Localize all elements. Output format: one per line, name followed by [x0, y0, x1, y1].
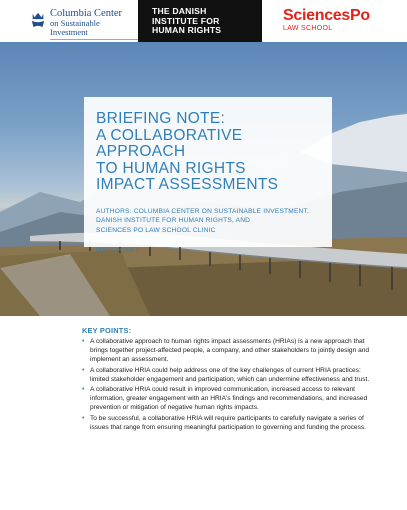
cover-photo [0, 42, 407, 316]
authors [96, 207, 332, 236]
bullet-icon: • [82, 366, 85, 374]
key-points-list [82, 337, 372, 432]
columbia-crown-icon [30, 10, 46, 30]
key-point-text: A collaborative HRIA could result in improved communication, increased access to relevant information, greater engagement with an HRIA's findings and recommendations, and increased prevention or mitigation of negative human rights impacts. [90, 386, 368, 412]
authors-line: SCIENCES PO LAW SCHOOL CLINIC [96, 226, 216, 234]
title-line: A COLLABORATIVE APPROACH [96, 126, 243, 160]
authors-line: DANISH INSTITUTE FOR HUMAN RIGHTS, AND [96, 217, 251, 225]
columbia-name: Columbia Center [50, 8, 123, 19]
key-point-item [82, 385, 372, 413]
key-point-item [82, 366, 372, 384]
key-point-item [82, 414, 372, 432]
bullet-icon: • [82, 386, 85, 394]
key-points-section [82, 326, 372, 433]
sciencespo-name: SciencesPo [283, 7, 370, 24]
key-point-item [82, 337, 372, 365]
columbia-center-logo [0, 0, 138, 42]
title-line: IMPACT ASSESSMENTS [96, 176, 279, 193]
key-points-heading: KEY POINTS: [82, 326, 132, 335]
columbia-subname: on Sustainable Investment [50, 18, 100, 37]
bullet-icon: • [82, 414, 85, 422]
logo-band [0, 0, 407, 42]
dihr-line: THE DANISH [152, 6, 207, 16]
key-point-text: A collaborative approach to human rights impact assessments (HRIAs) is a new approach that brings together project-affected people, a company, and other stakeholders to jointly design and implement an assessment. [90, 338, 370, 364]
title-card [84, 97, 332, 255]
dihr-line: INSTITUTE FOR [152, 15, 220, 26]
sciencespo-logo [262, 0, 407, 42]
dihr-line: HUMAN RIGHTS [152, 25, 222, 35]
title-line: TO HUMAN RIGHTS [96, 159, 246, 177]
danish-institute-logo [138, 0, 262, 42]
authors-line: AUTHORS: COLUMBIA CENTER ON SUSTAINABLE INVESTMENT, [96, 207, 310, 215]
key-point-text: A collaborative HRIA could help address one of the key challenges of current HRIA practices: limited stakeholder engagement and participation, which can undermine effectiveness and trust. [90, 366, 370, 383]
publication-date: MARCH 2017 [96, 247, 139, 255]
columbia-fine-print [50, 39, 138, 40]
bullet-icon: • [82, 338, 85, 345]
title-line: BRIEFING NOTE: [96, 110, 226, 127]
sciencespo-sub: LAW SCHOOL [283, 25, 333, 32]
key-point-text: To be successful, a collaborative HRIA will require participants to carefully navigate a series of issues that range from ensuring meaningful participation to governing and funding the process. [90, 414, 367, 431]
